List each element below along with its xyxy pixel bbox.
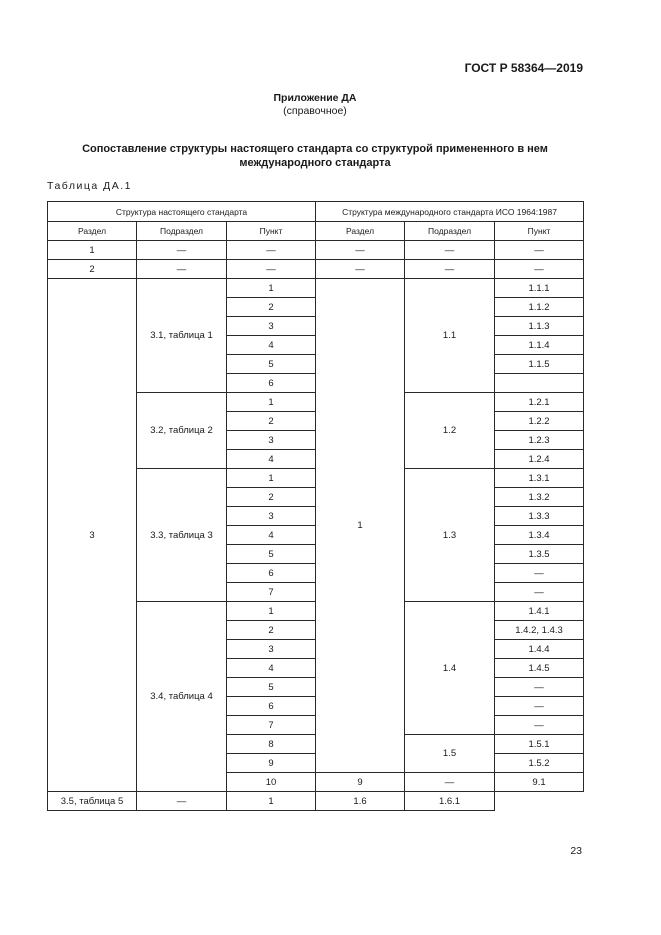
table-cell: — <box>137 241 227 260</box>
table-cell: 2 <box>48 260 137 279</box>
table-cell: 4 <box>227 659 316 678</box>
table-cell: 1.5.2 <box>495 754 584 773</box>
table-cell: 3.2, таблица 2 <box>137 393 227 469</box>
table-cell: 1 <box>227 792 316 811</box>
table-cell: 9 <box>227 754 316 773</box>
column-header: Раздел <box>316 222 405 241</box>
table-cell: 3.5, таблица 5 <box>48 792 137 811</box>
table-cell: — <box>137 260 227 279</box>
table-cell: 1.2 <box>405 393 495 469</box>
table-cell: 5 <box>227 545 316 564</box>
table-cell: 2 <box>227 488 316 507</box>
table-cell: 1.3 <box>405 469 495 602</box>
table-cell: 3 <box>227 640 316 659</box>
table-cell: 2 <box>227 298 316 317</box>
table-cell: 7 <box>227 716 316 735</box>
table-cell: 9 <box>316 773 405 792</box>
table-cell: 1.3.2 <box>495 488 584 507</box>
table-label: Таблица ДА.1 <box>47 180 132 192</box>
table-cell: — <box>227 260 316 279</box>
table-cell: 6 <box>227 374 316 393</box>
table-cell: 1.2.1 <box>495 393 584 412</box>
table-cell: 1.4.1 <box>495 602 584 621</box>
table-cell: — <box>495 241 584 260</box>
table-cell: — <box>316 241 405 260</box>
table-cell: — <box>495 564 584 583</box>
table-cell: 1.4.2, 1.4.3 <box>495 621 584 640</box>
table-cell: 1 <box>227 393 316 412</box>
table-cell: — <box>227 241 316 260</box>
column-header: Раздел <box>48 222 137 241</box>
table-cell: — <box>405 241 495 260</box>
table-cell: 3 <box>227 317 316 336</box>
table-cell: 3.1, таблица 1 <box>137 279 227 393</box>
standard-code: ГОСТ Р 58364—2019 <box>464 61 583 75</box>
table-column-header-row <box>48 222 584 241</box>
table-cell: 5 <box>227 678 316 697</box>
table-cell: 4 <box>227 526 316 545</box>
table-cell: 3 <box>227 507 316 526</box>
table-cell: 1 <box>227 469 316 488</box>
table-cell: 1.1.4 <box>495 336 584 355</box>
table-cell: 1.3.1 <box>495 469 584 488</box>
table-cell: 2 <box>227 621 316 640</box>
table-cell: — <box>405 773 495 792</box>
table-cell: 10 <box>227 773 316 792</box>
table-cell: 3 <box>48 279 137 792</box>
table-cell: 1.4.5 <box>495 659 584 678</box>
table-cell: 1 <box>316 279 405 773</box>
table-cell: 6 <box>227 697 316 716</box>
table-cell: 1.4 <box>405 602 495 735</box>
table-cell: — <box>495 260 584 279</box>
table-cell: — <box>495 583 584 602</box>
table-cell: 1.6 <box>316 792 405 811</box>
table-cell: 8 <box>227 735 316 754</box>
column-header: Подраздел <box>137 222 227 241</box>
table-cell: 1.1.2 <box>495 298 584 317</box>
table-cell: 1 <box>227 602 316 621</box>
table-cell: — <box>405 260 495 279</box>
group-header-international: Структура международного стандарта ИСО 1964:1987 <box>316 202 584 222</box>
table-cell: — <box>495 716 584 735</box>
table-row <box>48 260 584 279</box>
group-header-national: Структура настоящего стандарта <box>48 202 316 222</box>
table-cell: 1.5.1 <box>495 735 584 754</box>
table-cell: 1.2.2 <box>495 412 584 431</box>
table-cell: 7 <box>227 583 316 602</box>
table-cell: 3.4, таблица 4 <box>137 602 227 792</box>
table-cell: 1.3.4 <box>495 526 584 545</box>
table-cell: — <box>495 697 584 716</box>
table-cell: 1.2.4 <box>495 450 584 469</box>
table-cell: 1.4.4 <box>495 640 584 659</box>
table-cell: 1.3.3 <box>495 507 584 526</box>
table-cell: 1.1.3 <box>495 317 584 336</box>
column-header: Подраздел <box>405 222 495 241</box>
table-cell: 1.6.1 <box>405 792 495 811</box>
page-number: 23 <box>570 845 582 857</box>
table-cell: 1.1.5 <box>495 355 584 374</box>
appendix-heading <box>0 92 630 118</box>
table-row <box>48 241 584 260</box>
table-cell: — <box>495 678 584 697</box>
table-cell: — <box>316 260 405 279</box>
table-cell: 1.2.3 <box>495 431 584 450</box>
table-cell: 1.1 <box>405 279 495 393</box>
table-cell <box>495 374 584 393</box>
table-group-header-row <box>48 202 584 222</box>
table-cell: 1.1.1 <box>495 279 584 298</box>
document-title: Сопоставление структуры настоящего стандарта со структурой примененного в нем международного стандарта <box>82 143 548 169</box>
table-cell: 1.3.5 <box>495 545 584 564</box>
table-row <box>48 279 584 298</box>
table-cell: 6 <box>227 564 316 583</box>
table-row <box>48 792 584 811</box>
table-cell: 5 <box>227 355 316 374</box>
table-cell: 2 <box>227 412 316 431</box>
comparison-table <box>47 201 584 811</box>
appendix-subtitle: (справочное) <box>283 105 347 117</box>
table-cell: 9.1 <box>495 773 584 792</box>
table-cell: 4 <box>227 450 316 469</box>
table-cell: 1 <box>227 279 316 298</box>
table-cell: 3.3, таблица 3 <box>137 469 227 602</box>
table-cell: 1.5 <box>405 735 495 773</box>
column-header: Пункт <box>227 222 316 241</box>
table-cell: 4 <box>227 336 316 355</box>
table-cell: 1 <box>48 241 137 260</box>
appendix-title: Приложение ДА <box>273 92 357 104</box>
column-header: Пункт <box>495 222 584 241</box>
table-cell: — <box>137 792 227 811</box>
table-cell: 3 <box>227 431 316 450</box>
